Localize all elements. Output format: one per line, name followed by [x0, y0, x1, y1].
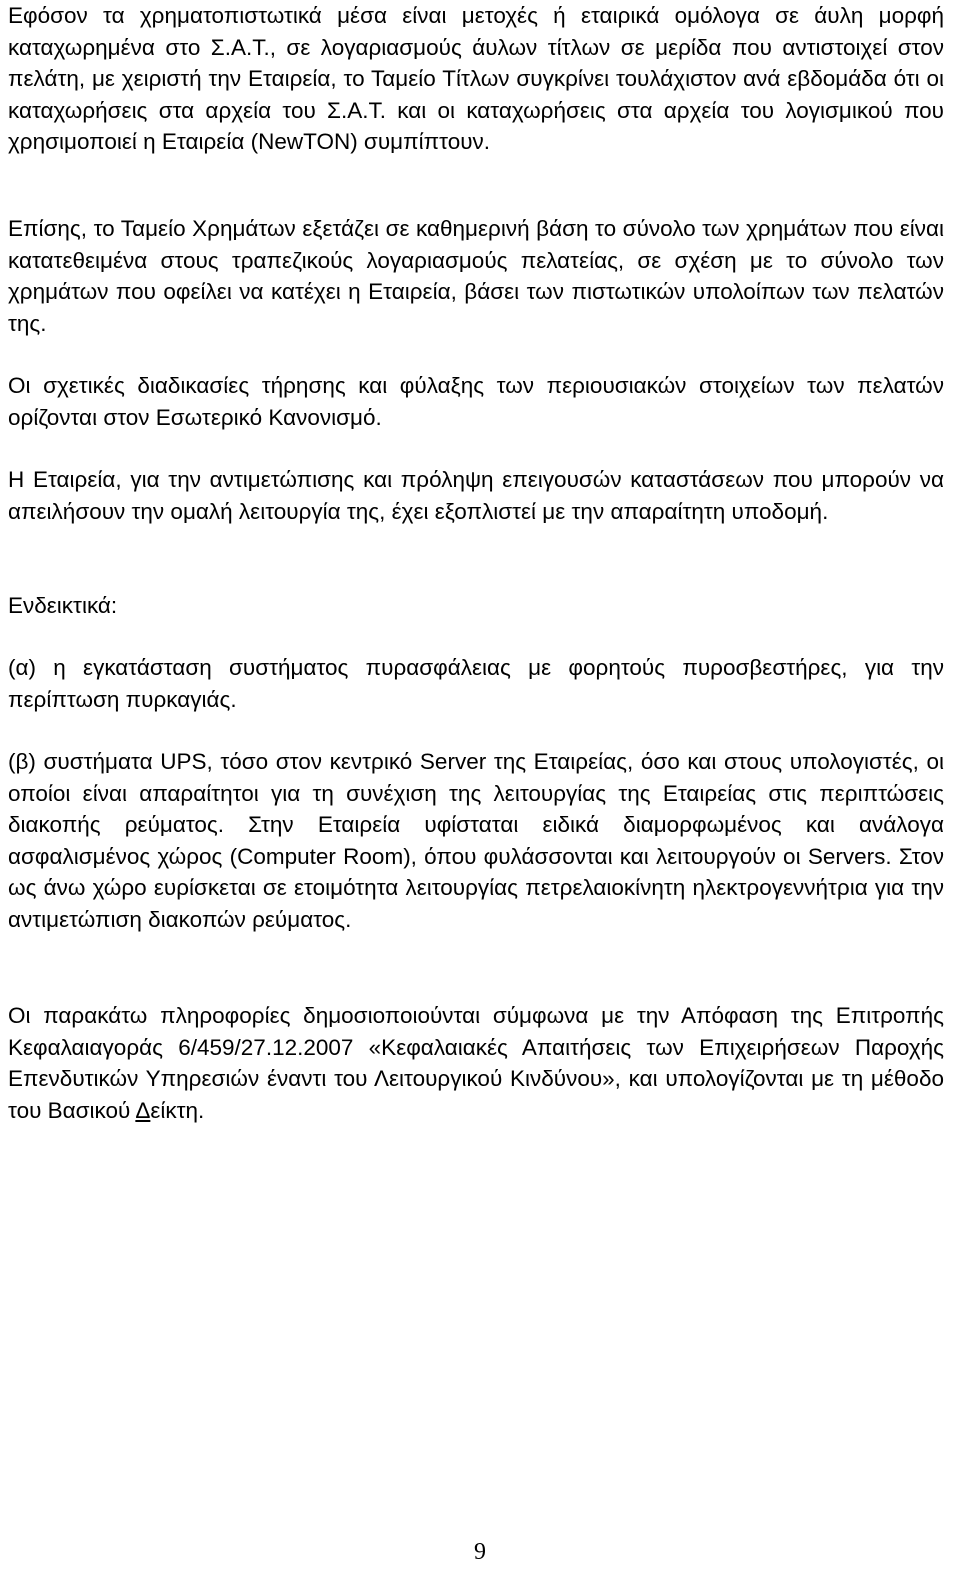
paragraph-fire-safety: (α) η εγκατάσταση συστήματος πυρασφάλειας με φορητούς πυροσβεστήρες, για την περίπτωση πυρκαγιάς. — [8, 655, 944, 712]
paragraph-cash-reconciliation: Επίσης, το Ταμείο Χρημάτων εξετάζει σε καθημερινή βάση το σύνολο των χρημάτων που είναι κατατεθειμένα στους τραπεζικούς λογαριασμούς πελατείας, σε σχέση με το σύνολο των χρημάτων που οφείλει να κατέχει η Εταιρεία, βάσει των πιστωτικών υπολοίπων των πελατών της. — [8, 216, 944, 336]
disclosure-text: Οι παρακάτω πληροφορίες δημοσιοποιούνται σύμφωνα με την Απόφαση της Επιτροπής Κεφαλαιαγοράς 6/459/27.12.2007 «Κεφαλαιακές Απαιτήσεις των Επιχειρήσεων Παροχής Επενδυτικών Υπηρεσιών έναντι του Λειτουργικού Κινδύνου», και υπολογίζονται με τη μέθοδο του Βασικού — [8, 1003, 944, 1123]
paragraph-emergency-infrastructure: Η Εταιρεία, για την αντιμετώπισης και πρόληψη επειγουσών καταστάσεων που μπορούν να απειλήσουν την ομαλή λειτουργία της, έχει εξοπλιστεί με την απαραίτητη υποδομή. — [8, 467, 944, 524]
paragraph-ups-systems: (β) συστήματα UPS, τόσο στον κεντρικό Server της Εταιρείας, όσο και στους υπολογιστές, οι οποίοι είναι απαραίτητοι για τη συνέχιση της λειτουργίας της Εταιρείας στις περιπτώσεις διακοπής ρεύματος. Στην Εταιρεία υφίσταται ειδικά διαμορφωμένος και ανάλογα ασφαλισμένος χώρος (Computer Room), όπου φυλάσσονται και λειτουργούν οι Servers. Στον ως άνω χώρο ευρίσκεται σε ετοιμότητα λειτουργίας πετρελαιοκίνητη ηλεκτρογεννήτρια για την αντιμετώπιση διακοπών ρεύματος. — [8, 749, 944, 932]
paragraph-internal-regulation: Οι σχετικές διαδικασίες τήρησης και φύλαξης των περιουσιακών στοιχείων των πελατών ορίζονται στον Εσωτερικό Κανονισμό. — [8, 373, 944, 430]
disclosure-underlined-letter: Δ — [135, 1097, 151, 1123]
page-number: 9 — [474, 1539, 486, 1565]
paragraph-disclosure-basis — [8, 1000, 944, 1126]
paragraph-indicatively: Ενδεικτικά: — [8, 593, 118, 618]
paragraph-securities-reconciliation: Εφόσον τα χρηματοπιστωτικά μέσα είναι μετοχές ή εταιρικά ομόλογα σε άυλη μορφή καταχωρημένα στο Σ.Α.Τ., σε λογαριασμούς άυλων τίτλων σε μερίδα που αντιστοιχεί στον πελάτη, με χειριστή την Εταιρεία, το Ταμείο Τίτλων συγκρίνει τουλάχιστον ανά εβδομάδα ότι οι καταχωρήσεις στα αρχεία του Σ.Α.Τ. και οι καταχωρήσεις στα αρχεία του λογισμικού που χρησιμοποιεί η Εταιρεία (NewTON) συμπίπτουν. — [8, 3, 944, 154]
disclosure-text-end: είκτη. — [150, 1097, 205, 1123]
